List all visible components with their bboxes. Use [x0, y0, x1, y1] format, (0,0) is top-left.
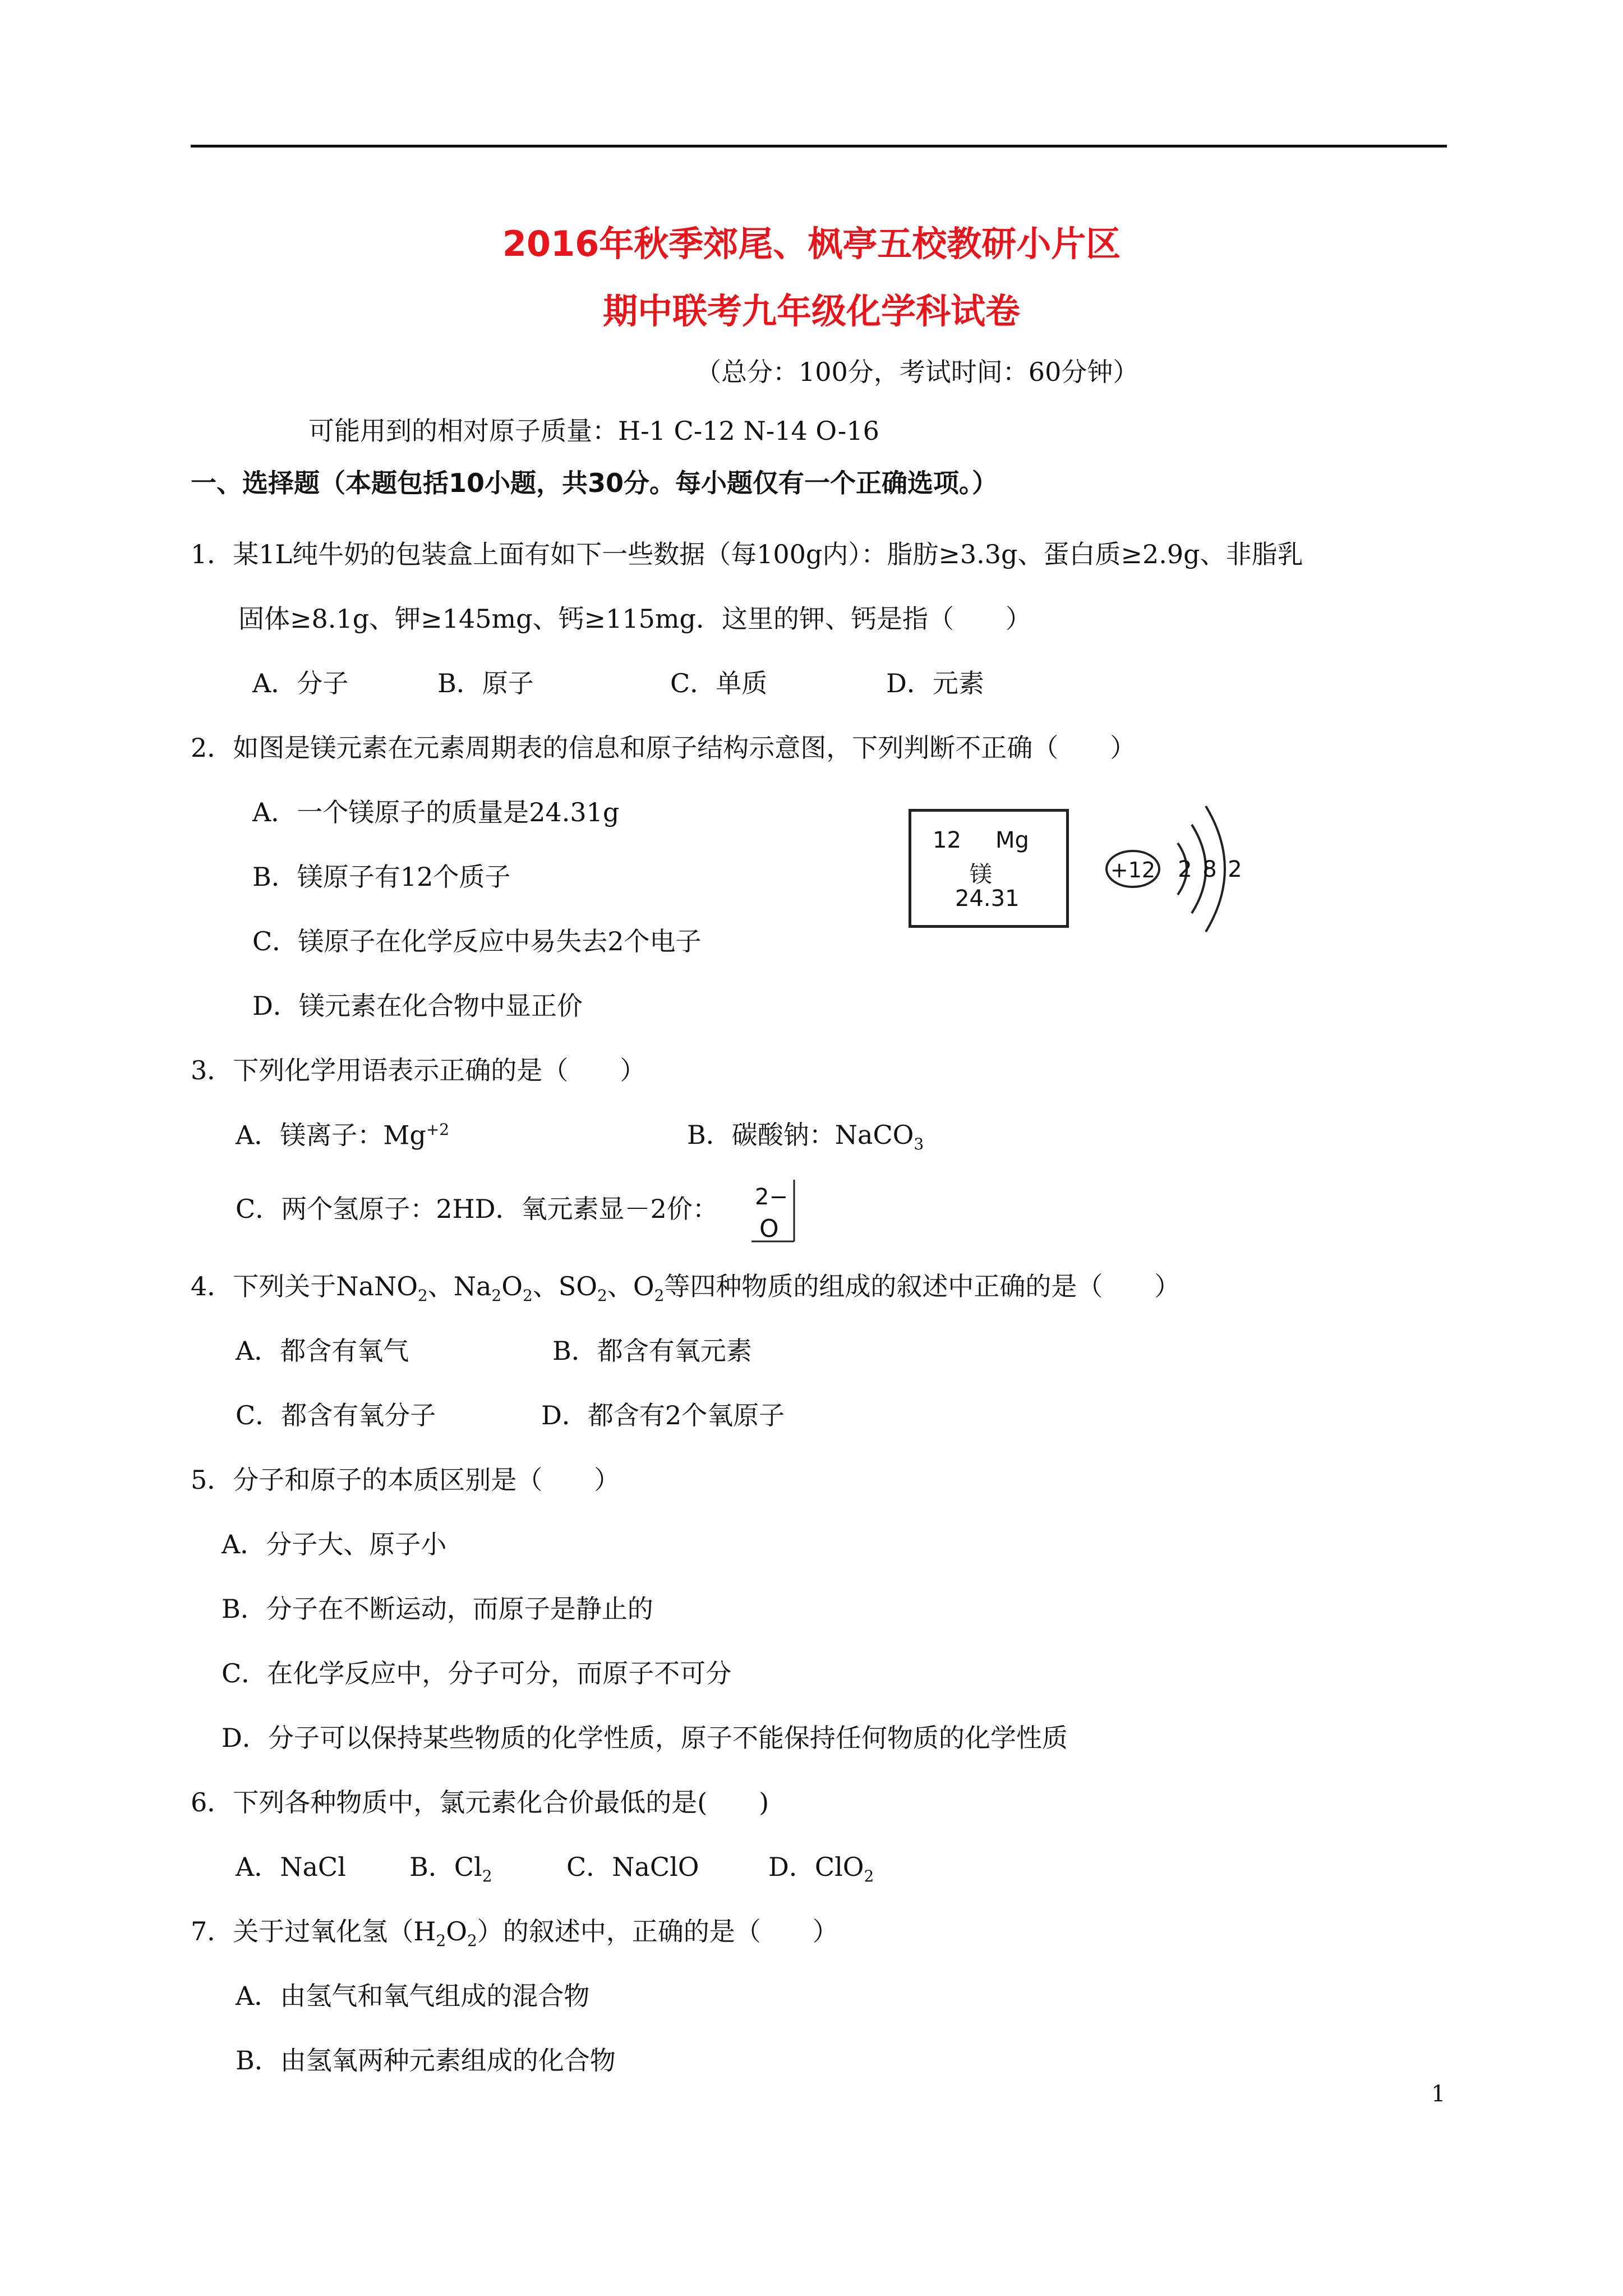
q4-stem [191, 1273, 1180, 1304]
q7-option-a: A．由氢气和氧气组成的混合物 [236, 1981, 590, 2011]
q4-stem-sub3: 2 [522, 1286, 533, 1305]
q6-option-a: A．NaCl [236, 1852, 346, 1882]
q7-stem-part1: 7．关于过氧化氢（H [191, 1916, 436, 1947]
mg-name: 镁 [970, 862, 992, 887]
q4-option-b: B．都含有氧元素 [552, 1336, 752, 1366]
section-heading: 一、选择题（本题包括10小题，共30分。每小题仅有一个正确选项。） [191, 468, 998, 498]
q4-stem-part3: O [501, 1271, 523, 1301]
exam-title-line2: 期中联考九年级化学科试卷 [602, 291, 1020, 332]
header-rule [191, 145, 1447, 148]
q4-stem-part1: 4．下列关于NaNO [191, 1271, 418, 1301]
mg-symbol: Mg [995, 827, 1029, 853]
q6-stem: 6．下列各种物质中，氯元素化合价最低的是( ) [191, 1787, 769, 1818]
q4-stem-sub1: 2 [417, 1286, 428, 1305]
q3-stem: 3．下列化学用语表示正确的是（ ） [191, 1055, 646, 1085]
q5-option-c: C．在化学反应中，分子可分，而原子不可分 [222, 1658, 732, 1688]
q3-option-b [687, 1122, 924, 1152]
q7-stem-sub1: 2 [436, 1931, 446, 1950]
q2-option-b: B．镁原子有12个质子 [252, 862, 511, 892]
q4-option-a: A．都含有氧气 [236, 1336, 409, 1366]
q3-option-a-sup: +2 [426, 1120, 450, 1139]
q6-option-d-sub: 2 [864, 1867, 874, 1886]
q4-stem-part6: 等四种物质的组成的叙述中正确的是（ ） [664, 1271, 1181, 1301]
nucleus-charge: +12 [1110, 858, 1156, 882]
page-number: 1 [1431, 2081, 1446, 2107]
q1-stem-line2: 固体≥8.1g、钾≥145mg、钙≥115mg．这里的钾、钙是指（ ） [238, 604, 1031, 634]
q2-option-c: C．镁原子在化学反应中易失去2个电子 [252, 926, 702, 956]
q7-option-b: B．由氢氧两种元素组成的化合物 [236, 2045, 616, 2076]
q2-option-d: D．镁元素在化合物中显正价 [252, 991, 583, 1021]
q5-stem: 5．分子和原子的本质区别是（ ） [191, 1465, 620, 1495]
shell-1-count: 2 [1178, 857, 1192, 882]
atomic-mass-info: 可能用到的相对原子质量：H-1 C-12 N-14 O-16 [308, 416, 879, 446]
q1-option-b: B．原子 [437, 668, 534, 698]
q1-stem-line1: 1．某1L纯牛奶的包装盒上面有如下一些数据（每100g内）：脂肪≥3.3g、蛋白质≥2.9g、非脂乳 [191, 539, 1303, 569]
score-time-info: （总分：100分，考试时间：60分钟） [695, 357, 1139, 387]
q6-option-b [409, 1854, 492, 1884]
q7-stem-sub2: 2 [467, 1931, 477, 1950]
q3-option-a-text: A．镁离子：Mg [236, 1120, 426, 1151]
q6-option-b-text: B．Cl [409, 1852, 482, 1882]
mg-element-box [909, 809, 1069, 928]
q5-option-a: A．分子大、原子小 [222, 1529, 447, 1559]
q7-stem-part2: O [446, 1916, 467, 1947]
q5-option-b: B．分子在不断运动，而原子是静止的 [222, 1594, 653, 1624]
mg-atom-structure-diagram [1094, 794, 1262, 945]
q6-option-b-sub: 2 [482, 1867, 492, 1886]
valence-element: O [759, 1214, 779, 1243]
q6-option-c: C．NaClO [566, 1852, 699, 1882]
q4-option-d: D．都含有2个氧原子 [541, 1400, 785, 1430]
q3-option-b-text: B．碳酸钠：NaCO [687, 1120, 914, 1150]
oxygen-valence-notation [749, 1176, 797, 1244]
q7-stem [191, 1918, 838, 1949]
mg-atomic-mass: 24.31 [955, 886, 1020, 912]
q4-stem-sub2: 2 [491, 1286, 502, 1305]
valence-value: 2− [755, 1184, 788, 1210]
mg-atomic-number: 12 [933, 827, 961, 853]
q6-option-d [768, 1854, 874, 1884]
q4-option-c: C．都含有氧分子 [236, 1400, 436, 1430]
q3-option-cd: C．两个氢原子：2HD．氧元素显－2价： [236, 1194, 718, 1224]
q2-stem: 2．如图是镁元素在元素周期表的信息和原子结构示意图，下列判断不正确（ ） [191, 733, 1136, 763]
q3-option-a [236, 1120, 450, 1151]
q3-option-b-sub: 3 [914, 1135, 924, 1154]
q5-option-d: D．分子可以保持某些物质的化学性质，原子不能保持任何物质的化学性质 [222, 1723, 1068, 1753]
q2-option-a: A．一个镁原子的质量是24.31g [252, 797, 620, 827]
q1-option-d: D．元素 [886, 668, 984, 698]
q4-stem-part2: 、Na [427, 1271, 492, 1301]
q1-option-a: A．分子 [252, 668, 349, 698]
q1-option-c: C．单质 [670, 668, 768, 698]
q7-stem-part3: ）的叙述中，正确的是（ ） [477, 1916, 838, 1947]
q4-stem-sub5: 2 [654, 1286, 665, 1305]
q6-option-d-text: D．ClO [768, 1852, 864, 1882]
q4-stem-sub4: 2 [597, 1286, 607, 1305]
exam-title-line1: 2016年秋季郊尾、枫亭五校教研小片区 [502, 223, 1121, 264]
q4-stem-part5: 、O [607, 1271, 654, 1301]
shell-3-count: 2 [1228, 857, 1242, 882]
q4-stem-part4: 、SO [532, 1271, 598, 1301]
shell-2-count: 8 [1202, 857, 1217, 882]
